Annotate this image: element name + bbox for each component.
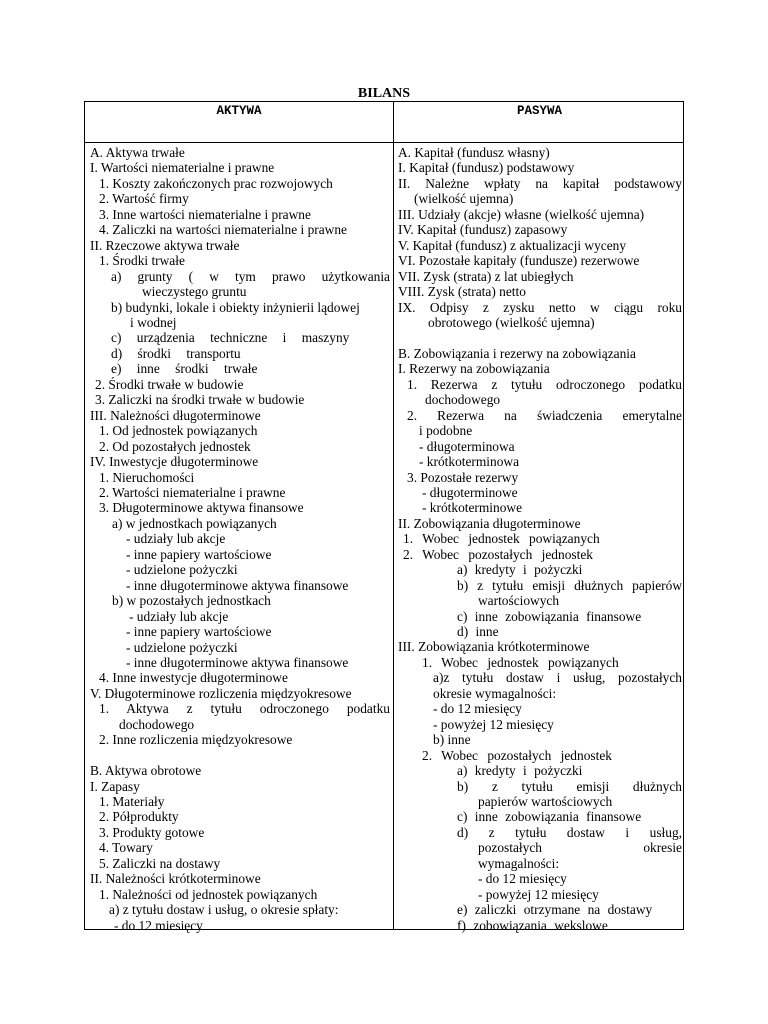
aktywa-line: b) w pozostałych jednostkach (112, 593, 271, 609)
aktywa-header: AKTYWA (216, 104, 262, 118)
aktywa-line: - inne papiery wartościowe (126, 546, 272, 562)
aktywa-line: 3. Produkty gotowe (99, 824, 205, 840)
aktywa-line: 1. Środki trwałe (99, 253, 185, 269)
aktywa-line: 2. Półprodukty (99, 809, 179, 825)
aktywa-column (90, 145, 390, 933)
aktywa-line: 1. Należności od jednostek powiązanych (99, 886, 318, 902)
pasywa-line: wartościowych (478, 593, 560, 609)
pasywa-line: d) inne (457, 624, 499, 640)
pasywa-line: 1. Rezerwa z tytułu odroczonego podatku (407, 376, 682, 392)
pasywa-line: VII. Zysk (strata) z lat ubiegłych (398, 268, 574, 284)
aktywa-line: a) z tytułu dostaw i usług, o okresie spłaty: (109, 902, 339, 918)
pasywa-line: okresie wymagalności: (433, 685, 557, 701)
pasywa-line: b) inne (433, 732, 471, 748)
aktywa-line: - inne długoterminowe aktywa finansowe (126, 577, 349, 593)
pasywa-line: - długoterminowe (422, 484, 518, 500)
aktywa-line: I. Zapasy (90, 778, 140, 794)
pasywa-line: 3. Pozostałe rezerwy (407, 469, 519, 485)
header-divider (85, 142, 683, 143)
pasywa-line: - długoterminowa (419, 438, 515, 454)
aktywa-line: - inne papiery wartościowe (126, 624, 272, 640)
aktywa-line: B. Aktywa obrotowe (90, 763, 202, 779)
aktywa-line: I. Wartości niematerialne i prawne (90, 160, 275, 176)
pasywa-line: IV. Kapitał (fundusz) zapasowy (398, 222, 568, 238)
aktywa-line: 2. Wartość firmy (99, 191, 189, 207)
aktywa-line (90, 748, 390, 763)
pasywa-line: 2. Wobec pozostałych jednostek (403, 546, 593, 562)
aktywa-line: 1. Nieruchomości (99, 469, 195, 485)
pasywa-line: B. Zobowiązania i rezerwy na zobowiązania (398, 345, 636, 361)
pasywa-line: II. Należne wpłaty na kapitał podstawowy (398, 175, 682, 191)
pasywa-line: IX. Odpisy z zysku netto w ciągu roku (398, 299, 682, 315)
pasywa-line: VI. Pozostałe kapitały (fundusze) rezerwowe (398, 253, 640, 269)
pasywa-line: b) z tytułu emisji dłużnych papierów (457, 577, 682, 593)
aktywa-line: 3. Zaliczki na środki trwałe w budowie (95, 392, 305, 408)
balance-sheet-table (84, 101, 684, 933)
pasywa-line: dochodowego (425, 392, 501, 408)
aktywa-line: 2. Od pozostałych jednostek (99, 438, 251, 454)
pasywa-line: a)z tytułu dostaw i usług, pozostałych (433, 670, 682, 686)
aktywa-line: 1. Od jednostek powiązanych (99, 423, 258, 439)
aktywa-line: 4. Zaliczki na wartości niematerialne i prawne (99, 222, 347, 238)
pasywa-line: b) z tytułu emisji dłużnych (457, 778, 682, 794)
aktywa-line: c) urządzenia techniczne i maszyny (111, 330, 350, 346)
aktywa-line: - do 12 miesięcy (114, 917, 203, 933)
pasywa-line: - powyżej 12 miesięcy (433, 716, 554, 732)
aktywa-line: e) inne środki trwałe (111, 361, 258, 377)
pasywa-line: II. Zobowiązania długoterminowe (398, 515, 581, 531)
pasywa-line: 1. Wobec jednostek powiązanych (422, 654, 619, 670)
pasywa-line: i podobne (419, 423, 473, 439)
aktywa-line: 3. Inne wartości niematerialne i prawne (99, 206, 311, 222)
pasywa-line: a) kredyty i pożyczki (457, 763, 583, 779)
pasywa-line: V. Kapitał (fundusz) z aktualizacji wyceny (398, 237, 627, 253)
aktywa-line: - udzielone pożyczki (126, 562, 238, 578)
pasywa-line: A. Kapitał (fundusz własny) (398, 145, 550, 160)
aktywa-line: II. Należności krótkoterminowe (90, 871, 261, 887)
pasywa-line: - krótkoterminowe (422, 500, 523, 516)
aktywa-line: 4. Inne inwestycje długoterminowe (99, 670, 288, 686)
pasywa-line: wymagalności: (478, 855, 560, 871)
aktywa-line: 1. Aktywa z tytułu odroczonego podatku (99, 701, 390, 717)
aktywa-line: 3. Długoterminowe aktywa finansowe (99, 500, 304, 516)
pasywa-line: a) kredyty i pożyczki (457, 562, 583, 578)
aktywa-line: - udziały lub akcje (126, 531, 226, 547)
aktywa-line: V. Długoterminowe rozliczenia międzyokresowe (90, 685, 352, 701)
pasywa-line: - do 12 miesięcy (433, 701, 522, 717)
pasywa-line: c) inne zobowiązania finansowe (457, 608, 642, 624)
pasywa-header: PASYWA (516, 104, 562, 118)
aktywa-line: a) w jednostkach powiązanych (112, 515, 277, 531)
aktywa-line: IV. Inwestycje długoterminowe (90, 454, 259, 470)
pasywa-line: - do 12 miesięcy (478, 871, 567, 887)
pasywa-line: obrotowego (wielkość ujemna) (428, 314, 595, 330)
pasywa-line: pozostałych okresie (478, 840, 682, 856)
aktywa-line: b) budynki, lokale i obiekty inżynierii lądowej (111, 299, 360, 315)
aktywa-line: i wodnej (130, 314, 177, 330)
aktywa-line: - inne długoterminowe aktywa finansowe (126, 654, 349, 670)
pasywa-line: papierów wartościowych (478, 794, 613, 810)
pasywa-line: I. Kapitał (fundusz) podstawowy (398, 160, 575, 176)
pasywa-line: 2. Rezerwa na świadczenia emerytalne (407, 407, 682, 423)
aktywa-line: wieczystego gruntu (142, 284, 247, 300)
pasywa-line: III. Zobowiązania krótkoterminowe (398, 639, 590, 655)
pasywa-line: c) inne zobowiązania finansowe (457, 809, 642, 825)
pasywa-line: 1. Wobec jednostek powiązanych (403, 531, 600, 547)
pasywa-line: III. Udziały (akcje) własne (wielkość ujemna) (398, 206, 645, 222)
aktywa-line: - udzielone pożyczki (126, 639, 238, 655)
column-divider (393, 102, 394, 929)
aktywa-line: III. Należności długoterminowe (90, 407, 261, 423)
pasywa-line: - powyżej 12 miesięcy (478, 886, 599, 902)
aktywa-line: 5. Zaliczki na dostawy (99, 855, 221, 871)
aktywa-line: 2. Inne rozliczenia międzyokresowe (99, 732, 293, 748)
pasywa-line: e) zaliczki otrzymane na dostawy (457, 902, 653, 918)
pasywa-line: 2. Wobec pozostałych jednostek (422, 747, 612, 763)
aktywa-line: - udziały lub akcje (129, 608, 229, 624)
pasywa-line (398, 330, 682, 345)
aktywa-line: dochodowego (119, 716, 195, 732)
pasywa-line: d) z tytułu dostaw i usług, (457, 824, 682, 840)
aktywa-line: 2. Środki trwałe w budowie (95, 376, 244, 392)
pasywa-line: - krótkoterminowa (419, 454, 520, 470)
pasywa-column (398, 145, 682, 933)
document-title: BILANS (357, 86, 411, 101)
aktywa-line: 1. Koszty zakończonych prac rozwojowych (99, 175, 333, 191)
aktywa-line: d) środki transportu (111, 345, 241, 361)
aktywa-line: a) grunty ( w tym prawo użytkowania (111, 268, 390, 284)
aktywa-line: 2. Wartości niematerialne i prawne (99, 484, 286, 500)
pasywa-line: (wielkość ujemna) (414, 191, 514, 207)
aktywa-line: II. Rzeczowe aktywa trwałe (90, 237, 240, 253)
pasywa-line: I. Rezerwy na zobowiązania (398, 361, 550, 377)
aktywa-line: A. Aktywa trwałe (90, 145, 185, 160)
aktywa-line: 4. Towary (99, 840, 153, 856)
aktywa-line: 1. Materiały (99, 794, 165, 810)
pasywa-line: VIII. Zysk (strata) netto (398, 284, 526, 300)
pasywa-line: f) zobowiązania wekslowe (457, 917, 608, 933)
